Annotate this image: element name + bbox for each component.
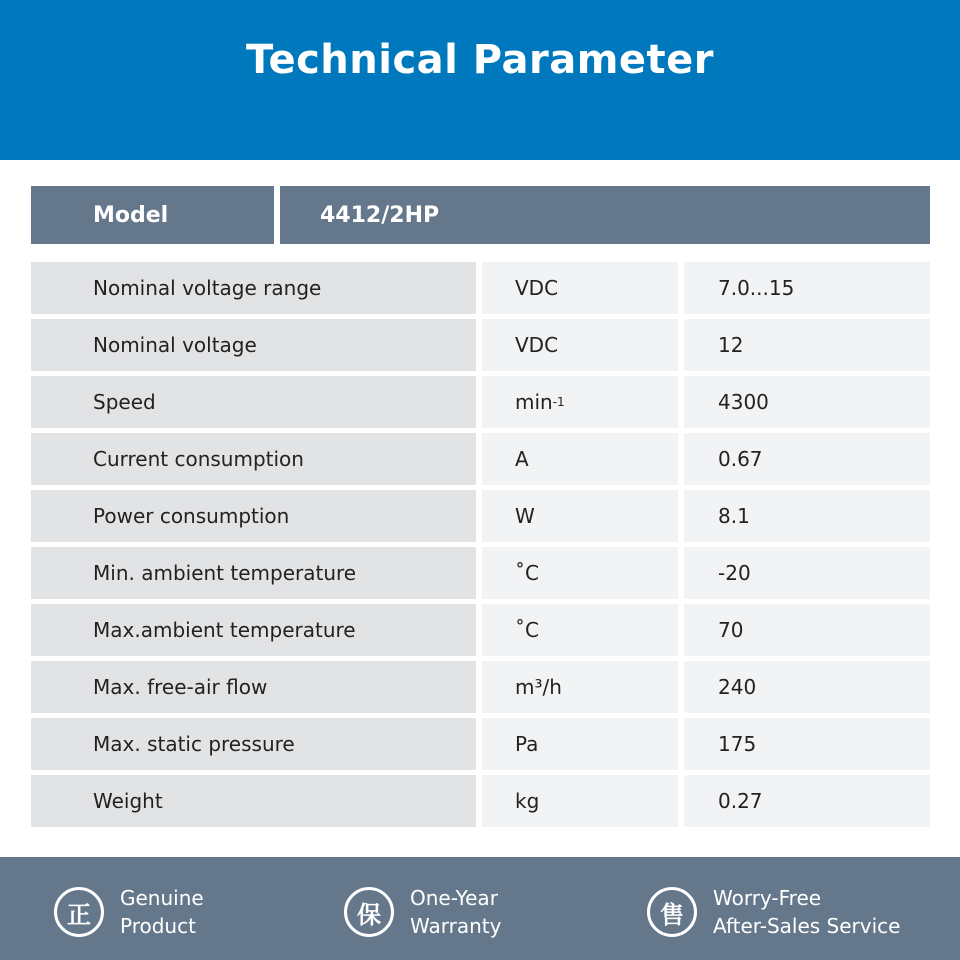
- model-value: 4412/2HP: [280, 186, 930, 244]
- parameter-unit: Pa: [482, 718, 678, 770]
- unit-base: min: [515, 390, 553, 414]
- parameter-unit: [482, 376, 678, 428]
- genuine-icon: 正: [54, 887, 104, 937]
- parameter-unit: ˚C: [482, 547, 678, 599]
- badge-text: [120, 884, 204, 940]
- warranty-icon: 保: [344, 887, 394, 937]
- parameter-name: Nominal voltage range: [31, 262, 476, 314]
- parameter-unit: kg: [482, 775, 678, 827]
- parameter-value: -20: [684, 547, 930, 599]
- parameter-name: Min. ambient temperature: [31, 547, 476, 599]
- parameter-value: 0.67: [684, 433, 930, 485]
- after-sales-badge: [647, 884, 900, 940]
- parameter-name: Max.ambient temperature: [31, 604, 476, 656]
- parameter-name: Max. free-air flow: [31, 661, 476, 713]
- badge-line1: Worry-Free: [713, 886, 822, 910]
- page-title: Technical Parameter: [245, 37, 715, 83]
- model-label: Model: [31, 186, 274, 244]
- table-row: [31, 262, 930, 314]
- parameter-name: Nominal voltage: [31, 319, 476, 371]
- badge-line1: One-Year: [410, 886, 498, 910]
- table-row: [31, 319, 930, 371]
- parameter-value: 240: [684, 661, 930, 713]
- parameter-unit: ˚C: [482, 604, 678, 656]
- table-row: [31, 376, 930, 428]
- parameter-value: 8.1: [684, 490, 930, 542]
- badge-text: [410, 884, 501, 940]
- badge-line1: Genuine: [120, 886, 204, 910]
- parameter-value: 7.0...15: [684, 262, 930, 314]
- badge-text: [713, 884, 900, 940]
- parameter-unit: W: [482, 490, 678, 542]
- parameter-unit: m³/h: [482, 661, 678, 713]
- warranty-badge: [344, 884, 501, 940]
- badge-line2: After-Sales Service: [713, 914, 901, 938]
- header-banner: [0, 0, 960, 160]
- parameter-name: Speed: [31, 376, 476, 428]
- parameter-unit: VDC: [482, 319, 678, 371]
- table-row: [31, 661, 930, 713]
- after-sales-icon: 售: [647, 887, 697, 937]
- parameter-name: Power consumption: [31, 490, 476, 542]
- model-row: [31, 186, 930, 244]
- parameter-name: Weight: [31, 775, 476, 827]
- parameter-value: 0.27: [684, 775, 930, 827]
- parameter-name: Max. static pressure: [31, 718, 476, 770]
- parameter-value: 12: [684, 319, 930, 371]
- table-row: [31, 718, 930, 770]
- table-row: [31, 604, 930, 656]
- parameter-value: 175: [684, 718, 930, 770]
- parameter-name: Current consumption: [31, 433, 476, 485]
- parameter-unit: VDC: [482, 262, 678, 314]
- table-row: [31, 547, 930, 599]
- parameter-value: 70: [684, 604, 930, 656]
- parameter-table: [31, 262, 930, 832]
- parameter-unit: A: [482, 433, 678, 485]
- table-row: [31, 775, 930, 827]
- genuine-product-badge: [54, 884, 204, 940]
- badge-line2: Warranty: [410, 914, 502, 938]
- table-row: [31, 490, 930, 542]
- badge-line2: Product: [120, 914, 196, 938]
- unit-superscript: -1: [552, 395, 565, 409]
- table-row: [31, 433, 930, 485]
- footer-bar: [0, 857, 960, 960]
- parameter-value: 4300: [684, 376, 930, 428]
